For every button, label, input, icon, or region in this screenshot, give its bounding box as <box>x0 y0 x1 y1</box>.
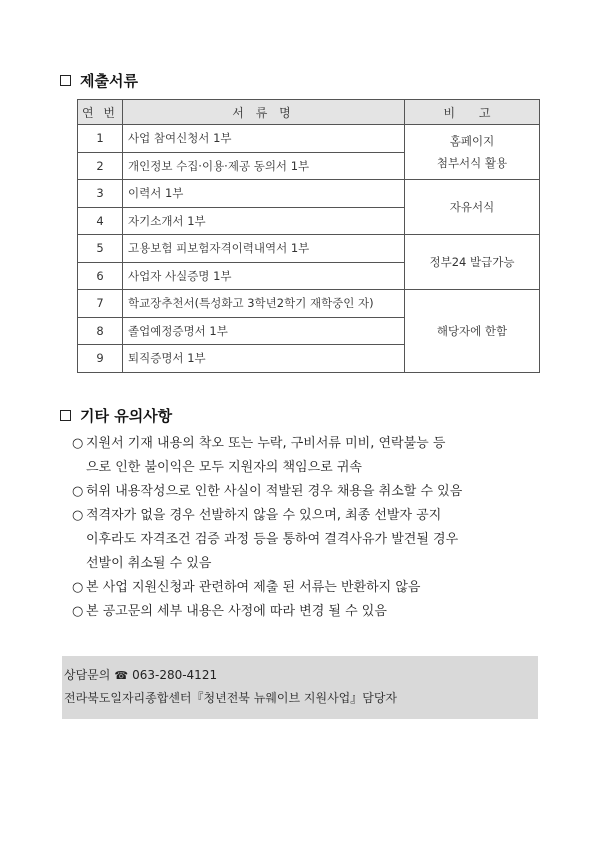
header-no: 연 번 <box>78 100 123 125</box>
row-no: 5 <box>78 235 123 263</box>
documents-table <box>77 99 540 373</box>
list-item <box>72 576 552 600</box>
list-item <box>72 480 552 504</box>
note-text: 이후라도 자격조건 검증 과정 등을 통하여 결격사유가 발견될 경우 <box>86 532 459 547</box>
square-bullet-icon <box>60 410 71 421</box>
remark-text: 홈페이지 <box>449 134 495 148</box>
circle-bullet-icon: ○ <box>72 436 84 451</box>
row-doc-name: 사업자 사실증명 1부 <box>123 262 405 290</box>
row-doc-name: 사업 참여신청서 1부 <box>123 125 405 153</box>
note-text: 적격자가 없을 경우 선발하지 않을 수 있으며, 최종 선발자 공지 <box>86 508 442 523</box>
row-doc-name: 퇴직증명서 1부 <box>123 345 405 373</box>
circle-bullet-icon: ○ <box>72 484 84 499</box>
note-text: 본 사업 지원신청과 관련하여 제출 된 서류는 반환하지 않음 <box>86 580 421 595</box>
row-no: 9 <box>78 345 123 373</box>
note-text: 으로 인한 불이익은 모두 지원자의 책임으로 귀속 <box>86 460 362 475</box>
notes-list <box>72 432 552 624</box>
row-no: 3 <box>78 180 123 208</box>
circle-bullet-icon: ○ <box>72 604 84 619</box>
row-doc-name: 이력서 1부 <box>123 180 405 208</box>
circle-bullet-icon: ○ <box>72 508 84 523</box>
remark-group-2: 자유서식 <box>405 180 540 235</box>
phone-icon: ☎ <box>114 669 129 682</box>
square-bullet-icon <box>60 75 71 86</box>
list-item <box>72 432 552 480</box>
note-text: 지원서 기재 내용의 착오 또는 누락, 구비서류 미비, 연락불능 등 <box>86 436 446 451</box>
section-title-text: 제출서류 <box>80 72 138 90</box>
table-row <box>78 125 540 153</box>
contact-label: 상담문의 <box>64 668 111 682</box>
list-item <box>72 600 552 624</box>
row-no: 2 <box>78 152 123 180</box>
row-doc-name: 졸업예정증명서 1부 <box>123 317 405 345</box>
note-text: 선발이 취소될 수 있음 <box>86 556 212 571</box>
row-no: 7 <box>78 290 123 318</box>
section-title-notes <box>60 405 172 426</box>
table-row <box>78 235 540 263</box>
remark-group-4: 해당자에 한함 <box>405 290 540 373</box>
row-doc-name: 학교장추천서(특성화고 3학년2학기 재학중인 자) <box>123 290 405 318</box>
row-doc-name: 고용보험 피보험자격이력내역서 1부 <box>123 235 405 263</box>
remark-group-1 <box>405 125 540 180</box>
remark-text: 첨부서식 활용 <box>436 156 508 170</box>
row-no: 1 <box>78 125 123 153</box>
header-doc-name: 서 류 명 <box>123 100 405 125</box>
table-header-row <box>78 100 540 125</box>
section-title-text: 기타 유의사항 <box>80 407 173 425</box>
contact-phone: 063-280-4121 <box>132 668 218 682</box>
note-text: 허위 내용작성으로 인한 사실이 적발된 경우 채용을 취소할 수 있음 <box>86 484 463 499</box>
contact-box <box>62 656 538 719</box>
contact-department: 전라북도일자리종합센터『청년전북 뉴웨이브 지원사업』담당자 <box>64 691 398 705</box>
remark-group-3: 정부24 발급가능 <box>405 235 540 290</box>
table-row <box>78 290 540 318</box>
table-row <box>78 180 540 208</box>
row-no: 8 <box>78 317 123 345</box>
row-no: 4 <box>78 207 123 235</box>
row-doc-name: 자기소개서 1부 <box>123 207 405 235</box>
list-item <box>72 504 552 576</box>
note-text: 본 공고문의 세부 내용은 사정에 따라 변경 될 수 있음 <box>86 604 387 619</box>
section-title-documents <box>60 70 138 91</box>
row-doc-name: 개인정보 수집·이용·제공 동의서 1부 <box>123 152 405 180</box>
circle-bullet-icon: ○ <box>72 580 84 595</box>
row-no: 6 <box>78 262 123 290</box>
contact-phone-line <box>64 664 538 687</box>
header-remarks: 비 고 <box>405 100 540 125</box>
